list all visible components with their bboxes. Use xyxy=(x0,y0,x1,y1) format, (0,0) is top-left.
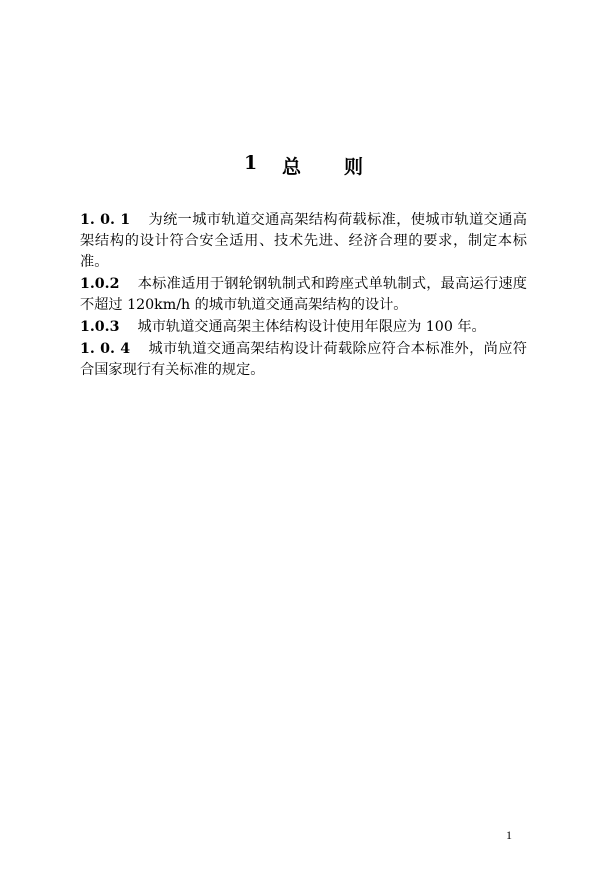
clause-number: 1. 0. 1 xyxy=(80,212,131,228)
chapter-title xyxy=(0,152,606,182)
clause-text: 城市轨道交通高架结构设计荷载除应符合本标准外，尚应符合国家现行有关标准的规定。 xyxy=(80,341,527,378)
clause-list xyxy=(80,210,527,382)
clause-number: 1. 0. 4 xyxy=(80,341,131,357)
clause-1-0-3 xyxy=(80,317,527,338)
clause-number: 1.0.3 xyxy=(80,319,120,335)
clause-text: 本标准适用于钢轮钢轨制式和跨座式单轨制式，最高运行速度不超过 120km/h 的城市轨道交通高架结构的设计。 xyxy=(80,276,527,313)
clause-number: 1.0.2 xyxy=(80,276,120,292)
chapter-title-char-2: 则 xyxy=(344,156,364,178)
chapter-title-char-1: 总 xyxy=(282,156,302,178)
clause-1-0-2 xyxy=(80,274,527,316)
clause-text: 为统一城市轨道交通高架结构荷载标准，使城市轨道交通高架结构的设计符合安全适用、技术先进、经济合理的要求，制定本标准。 xyxy=(80,212,527,270)
clause-1-0-1 xyxy=(80,210,527,273)
page-number: 1 xyxy=(506,828,512,842)
clause-text: 城市轨道交通高架主体结构设计使用年限应为 100 年。 xyxy=(137,319,486,335)
clause-1-0-4 xyxy=(80,339,527,381)
chapter-number: 1 xyxy=(244,152,258,174)
